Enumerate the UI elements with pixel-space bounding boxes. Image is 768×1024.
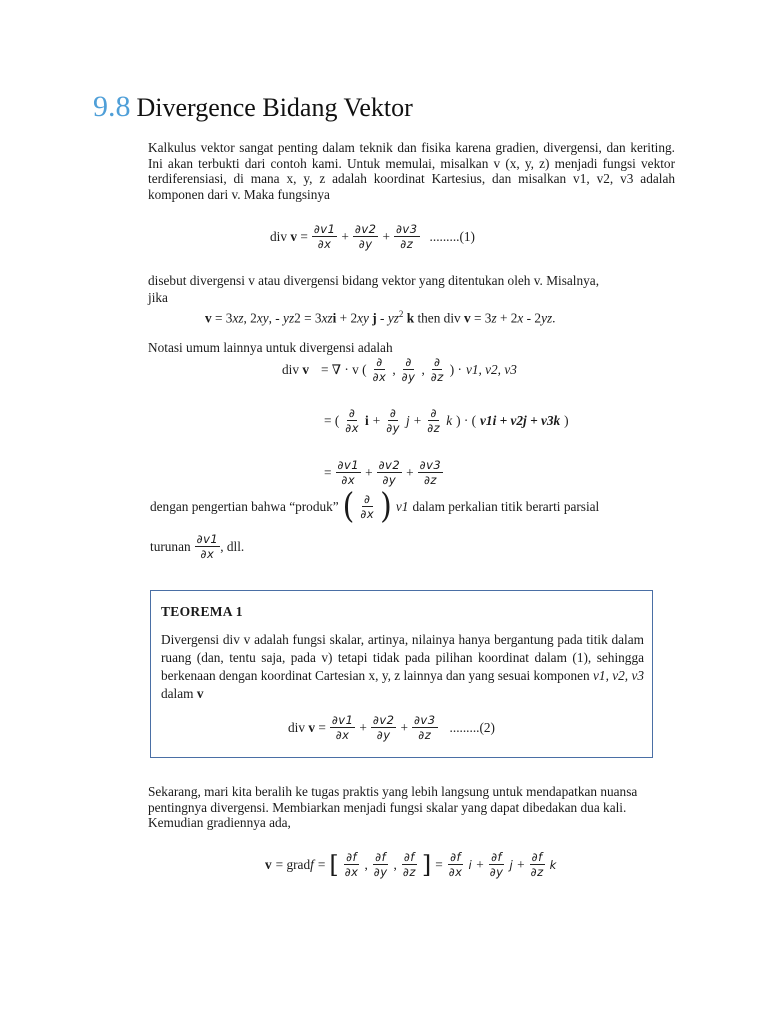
notation-sentence: Notasi umum lainnya untuk divergensi adalah xyxy=(148,340,393,355)
produk-line: dengan pengertian bahwa “produk” ( $\frac{\partial}{\partial x}$ ) v1 dalam perkalian titik berarti parsial xyxy=(150,486,600,527)
paragraph-2-line-2: jika xyxy=(148,290,168,305)
fraction-df-dz-2: $\frac{\partial f}{\partial z}$ xyxy=(530,850,544,879)
equation-ijk: = ( $\frac{\partial}{\partial x}$ i + $\frac{\partial}{\partial y}$ j + $\frac{\partial}{\partial z}$ k ) · ( v1i + v2j + v3k ) xyxy=(324,406,569,435)
fraction-dv2-dy: $\frac{\partial v2}{\partial y}$ xyxy=(354,222,377,251)
fraction-dv2-dy-2: $\frac{\partial v2}{\partial y}$ xyxy=(378,458,401,487)
fraction-d-dx-2: $\frac{\partial}{\partial x}$ xyxy=(345,406,360,435)
fraction-dv1-dx-3: $\frac{\partial v1}{\partial x}$ xyxy=(331,713,354,742)
equation-tag-2: .........(2) xyxy=(449,720,495,735)
section-title: Divergence Bidang Vektor xyxy=(136,93,413,122)
fraction-d-dz: $\frac{\partial}{\partial z}$ xyxy=(430,355,444,384)
turunan-line: turunan $\frac{\partial v1}{\partial x}$ , dll. xyxy=(150,532,245,561)
section-heading xyxy=(93,90,413,124)
equation-grad: v = grad f = [ $\frac{\partial f}{\partial x}$ , $\frac{\partial f}{\partial y}$ , $\frac{\partial f}{\partial z}$ ] = $\frac{\partial f}{\partial x}$ i + $\frac{\partial f}{\partial y}$ j + $\frac{\partial f}{\partial z}$ k xyxy=(265,850,557,879)
fraction-dv3-dz-2: $\frac{\partial v3}{\partial z}$ xyxy=(419,458,442,487)
fraction-d-dx-produk: $\frac{\partial}{\partial x}$ xyxy=(360,492,375,521)
fraction-dv1-dx-2: $\frac{\partial v1}{\partial x}$ xyxy=(337,458,360,487)
fraction-dv3-dz: $\frac{\partial v3}{\partial z}$ xyxy=(395,222,418,251)
fraction-dv3-dz-3: $\frac{\partial v3}{\partial z}$ xyxy=(413,713,436,742)
paragraph-2-line-1: disebut divergensi v atau divergensi bidang vektor yang ditentukan oleh v. Misalnya, xyxy=(148,273,600,288)
theorem-text: Divergensi div v adalah fungsi skalar, artinya, nilainya hanya bergantung pada titik dalam ruang (dan, tentu saja, pada v) tetapi tidak pada pilihan koordinat dalam (1), sehingga berkenaan dengan koordinat Cartesian x, y, z lainnya dan yang sesuai komponen v1, v2, v3 dalam v xyxy=(161,632,644,701)
equation-sum: = $\frac{\partial v1}{\partial x}$ + $\frac{\partial v2}{\partial y}$ + $\frac{\partial v3}{\partial z}$ xyxy=(324,458,442,487)
theorem-title: TEOREMA 1 xyxy=(161,604,243,619)
fraction-d-dx: $\frac{\partial}{\partial x}$ xyxy=(372,355,387,384)
equation-tag-1: .........(1) xyxy=(429,229,475,244)
intro-paragraph: Kalkulus vektor sangat penting dalam teknik dan fisika karena gradien, divergensi, dan keriting. Ini akan terbukti dari contoh kami. Untuk memulai, misalkan v (x, y, z) menjadi fungsi vektor terdiferensiasi, di mana x, y, z adalah koordinat Kartesius, dan misalkan v1, v2, v3 adalah komponen dari v. Maka fungsinya xyxy=(148,140,675,202)
fraction-dv1-dx: $\frac{\partial v1}{\partial x}$ xyxy=(313,222,336,251)
fraction-df-dy: $\frac{\partial f}{\partial y}$ xyxy=(373,850,388,879)
equation-2: div v = $\frac{\partial v1}{\partial x}$ + $\frac{\partial v2}{\partial y}$ + $\frac{\partial v3}{\partial z}$ .........(2) xyxy=(288,713,495,742)
example-equation: v = 3xz, 2xy, - yz2 = 3xzi + 2xy j - $yz^2$ k then div v = 3z + 2x - 2yz. xyxy=(205,309,556,326)
fraction-df-dx: $\frac{\partial f}{\partial x}$ xyxy=(344,850,359,879)
theorem-box xyxy=(150,590,653,758)
equation-1: div v = $\frac{\partial v1}{\partial x}$ + $\frac{\partial v2}{\partial y}$ + $\frac{\partial v3}{\partial z}$ .........(1) xyxy=(270,222,475,251)
equation-nabla: div v = ∇ · v ( $\frac{\partial}{\partial x}$ , $\frac{\partial}{\partial y}$ , $\frac{\partial}{\partial z}$ ) · v1, v2, v3 xyxy=(282,355,517,384)
fraction-d-dy-2: $\frac{\partial}{\partial y}$ xyxy=(386,406,400,435)
fraction-df-dy-2: $\frac{\partial f}{\partial y}$ xyxy=(489,850,504,879)
section-number: 9.8 xyxy=(93,90,131,123)
fraction-df-dz: $\frac{\partial f}{\partial z}$ xyxy=(402,850,416,879)
fraction-df-dx-2: $\frac{\partial f}{\partial x}$ xyxy=(448,850,463,879)
fraction-d-dy: $\frac{\partial}{\partial y}$ xyxy=(401,355,416,384)
fraction-dv1-dx-turunan: $\frac{\partial v1}{\partial x}$ xyxy=(196,532,219,561)
paragraph-3: Sekarang, mari kita beralih ke tugas praktis yang lebih langsung untuk mendapatkan nuansa pentingnya divergensi. Membiarkan menjadi fungsi skalar yang dapat dibedakan dua kali. Kemudian gradiennya ada, xyxy=(148,784,638,830)
fraction-d-dz-2: $\frac{\partial}{\partial z}$ xyxy=(427,406,441,435)
fraction-dv2-dy-3: $\frac{\partial v2}{\partial y}$ xyxy=(372,713,395,742)
